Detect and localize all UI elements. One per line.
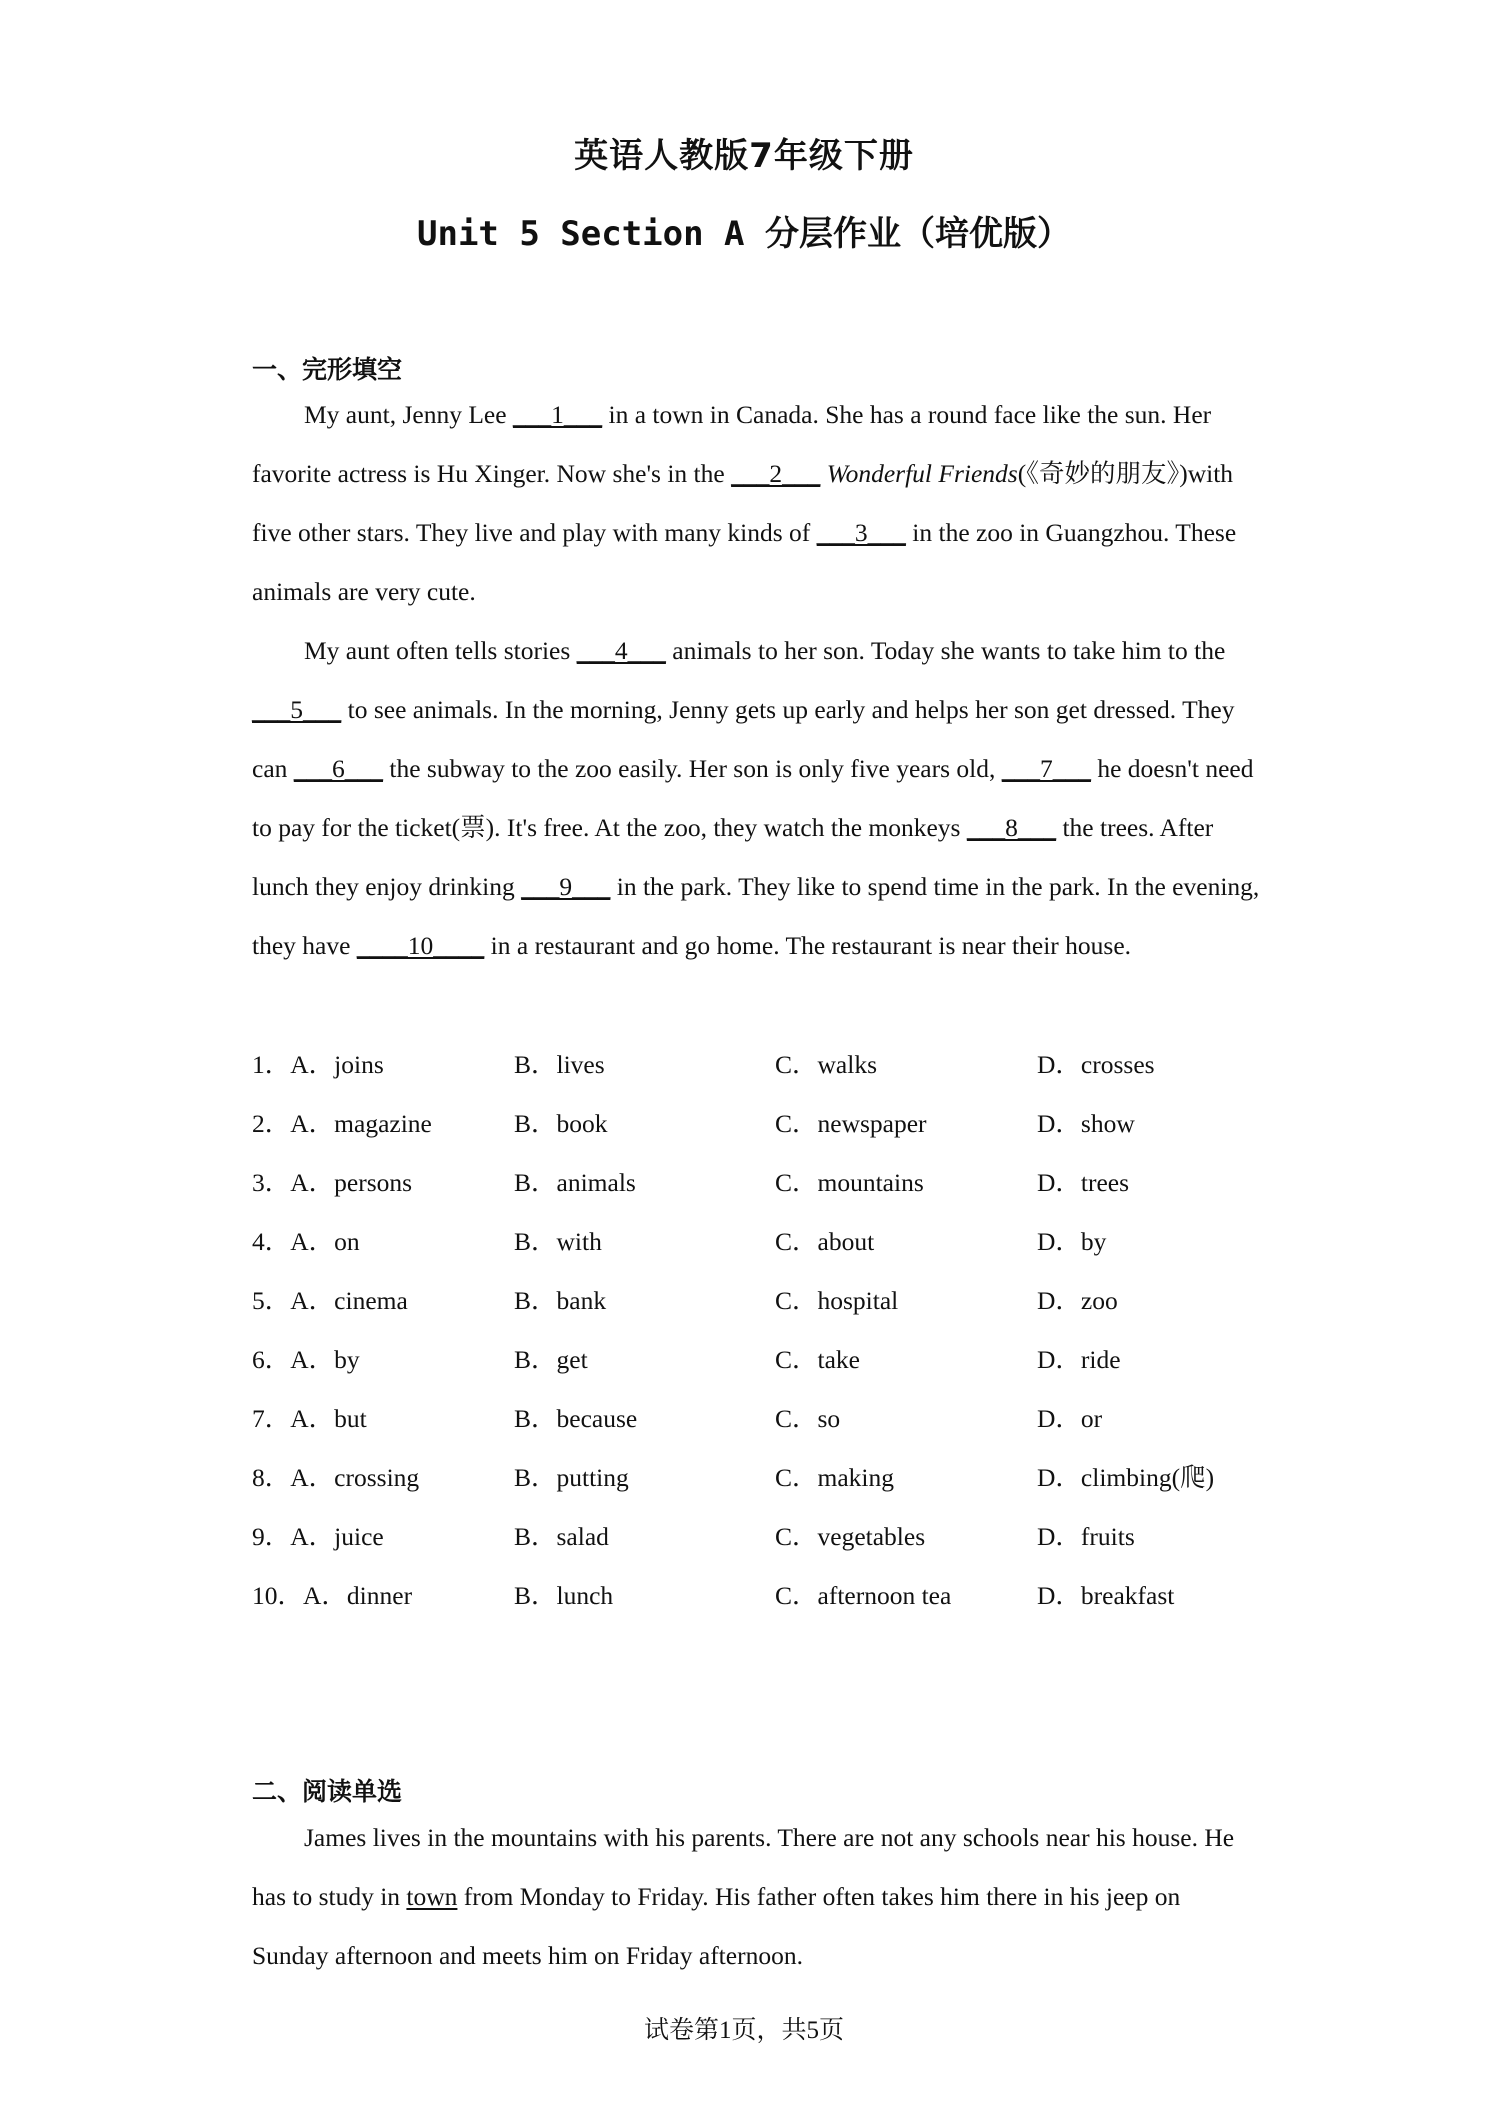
question-row [252,1035,1262,1094]
question-10-option-d: D．breakfast [1037,1581,1175,1610]
question-row [252,1566,1262,1625]
question-8-option-a: 8．A．crossing [252,1463,420,1492]
reading-paragraph-1: James lives in the mountains with his parents. There are not any schools near his house. He has to study in town from Monday to Friday. His father often takes him there in his jeep on Sunday afternoon and meets him on Friday afternoon. [252,1823,1235,1970]
blank-2: ___2___ [731,459,821,488]
blank-8: ___8___ [966,813,1057,842]
cloze-passage [252,385,1262,975]
question-5-option-d: D．zoo [1037,1286,1118,1315]
blank-9: ___9___ [521,872,611,901]
question-3-option-d: D．trees [1037,1168,1130,1197]
question-10-option-b: B．lunch [514,1581,614,1610]
question-2-option-d: D．show [1037,1109,1135,1138]
question-9-option-c: C．vegetables [775,1522,926,1551]
question-6-option-b: B．get [514,1345,588,1374]
question-6-option-d: D．ride [1037,1345,1121,1374]
question-7-option-a: 7．A．but [252,1404,367,1433]
question-row [252,1153,1262,1212]
question-1-option-c: C．walks [775,1050,878,1079]
blank-6: ___6___ [293,754,384,783]
blank-1: ___1___ [512,400,603,429]
question-2-option-c: C．newspaper [775,1109,927,1138]
question-2-option-a: 2．A．magazine [252,1109,432,1138]
question-3-option-c: C．mountains [775,1168,924,1197]
question-row [252,1212,1262,1271]
question-9-option-a: 9．A．juice [252,1522,384,1551]
question-9-option-b: B．salad [514,1522,609,1551]
blank-3: ___3___ [816,518,906,547]
question-row [252,1448,1262,1507]
question-3-option-a: 3．A．persons [252,1168,413,1197]
question-3-option-b: B．animals [514,1168,636,1197]
cloze-paragraph-1: My aunt, Jenny Lee ___1___ in a town in Canada. She has a round face like the sun. Her favorite actress is Hu Xinger. Now she's in the ___2___ Wonderful Friends(《奇妙的朋友》)with five other stars. They live and play with many kinds of ___3___ in the zoo in Guangzhou. These animals are very cute. [252,400,1237,606]
page-subtitle: Unit 5 Section A 分层作业（培优版） [417,214,1071,254]
question-row [252,1330,1262,1389]
question-8-option-c: C．making [775,1463,894,1492]
movie-title: Wonderful Friends [826,459,1018,488]
reading-passage [252,1808,1262,1985]
question-9-option-d: D．fruits [1037,1522,1135,1551]
section2-heading: 二、阅读单选 [252,1777,403,1806]
question-8-option-b: B．putting [514,1463,629,1492]
question-6-option-a: 6．A．by [252,1345,360,1374]
question-7-option-b: B．because [514,1404,638,1433]
question-5-option-c: C．hospital [775,1286,899,1315]
section1-heading: 一、完形填空 [252,355,403,384]
underlined-word: town [406,1882,458,1911]
question-1-option-b: B．lives [514,1050,605,1079]
question-row [252,1507,1262,1566]
question-4-option-c: C．about [775,1227,875,1256]
question-10-option-c: C．afternoon tea [775,1581,952,1610]
question-6-option-c: C．take [775,1345,860,1374]
question-row [252,1094,1262,1153]
question-10-option-a: 10．A．dinner [252,1581,413,1610]
question-7-option-d: D．or [1037,1404,1103,1433]
question-4-option-a: 4．A．on [252,1227,360,1256]
question-7-option-c: C．so [775,1404,841,1433]
question-row [252,1271,1262,1330]
question-1-option-d: D．crosses [1037,1050,1155,1079]
cloze-options [252,1035,1262,1625]
cloze-paragraph-2: My aunt often tells stories ___4___ animals to her son. Today she wants to take him to the ___5___ to see animals. In the morning, Jenny gets up early and helps her son get dressed. They can ___6___ the subway to the zoo easily. Her son is only five years old, ___7___ he doesn't need to pay for the ticket(票). It's free. At the zoo, they watch the monkeys ___8___ the trees. After lunch they enjoy drinking ___9___ in the park. They like to spend time in the park. In the evening, they have ____10____ in a restaurant and go home. The restaurant is near their house. [252,636,1260,960]
page-title: 英语人教版7年级下册 [574,136,914,176]
page-footer: 试卷第1页，共5页 [643,2017,844,2044]
question-5-option-a: 5．A．cinema [252,1286,408,1315]
question-4-option-b: B．with [514,1227,602,1256]
blank-5: ___5___ [252,695,342,724]
blank-4: ___4___ [576,636,666,665]
blank-7: ___7___ [1001,754,1091,783]
question-8-option-d: D．climbing(爬) [1037,1463,1215,1492]
question-5-option-b: B．bank [514,1286,607,1315]
question-2-option-b: B．book [514,1109,608,1138]
question-row [252,1389,1262,1448]
question-4-option-d: D．by [1037,1227,1107,1256]
blank-10: ____10____ [356,931,485,960]
question-1-option-a: 1．A．joins [252,1050,384,1079]
